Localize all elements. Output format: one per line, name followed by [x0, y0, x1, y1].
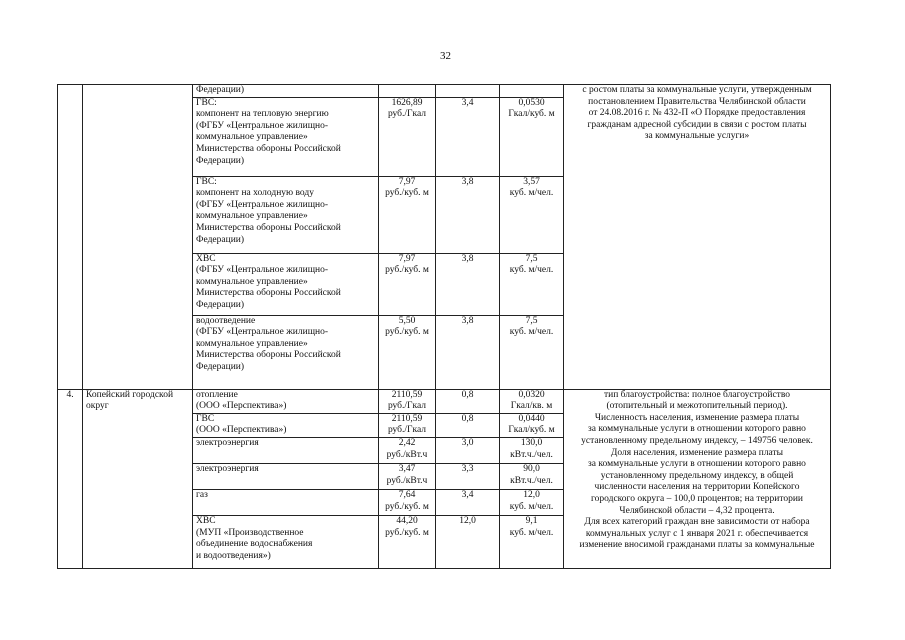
- service-cell: отопление (ООО «Перспектива»): [193, 389, 379, 413]
- service-cell: газ: [193, 489, 379, 515]
- tariff-cell: 44,20 руб./куб. м: [379, 515, 436, 568]
- factor-cell: [436, 85, 500, 98]
- tariff-cell: [379, 85, 436, 98]
- note-cell: тип благоустройства: полное благоустройство (отопительный и межотопительный период). Численность населения, изменение размера платы за коммунальные услуги в отношении которого равно установленному предельному индексу, – 149756 человек. Доля населения, изменение размера платы за коммунальные услуги в отношении которого равно установленному предельному индексу, в общей численности населения на территории Копейского городского округа – 100,0 процентов; на территории Челябинской области – 4,32 процента. Для всех категорий граждан вне зависимости от набора коммунальных услуг с 1 января 2021 г. обеспечивается изменение вносимой гражданами платы за коммунальные: [564, 389, 831, 568]
- factor-cell: 3,4: [436, 489, 500, 515]
- tariff-cell: 2,42 руб./кВт.ч: [379, 437, 436, 463]
- factor-cell: 3,4: [436, 97, 500, 176]
- norm-cell: 0,0440 Гкал/куб. м: [500, 413, 564, 437]
- tariff-cell: 2110,59 руб./Гкал: [379, 389, 436, 413]
- service-cell: Федерации): [193, 85, 379, 98]
- tariff-cell: 1626,89 руб./Гкал: [379, 97, 436, 176]
- factor-cell: 0,8: [436, 389, 500, 413]
- service-cell: ХВС (ФГБУ «Центральное жилищно- коммунальное управление» Министерства обороны Российской Федерации): [193, 253, 379, 315]
- norm-cell: 90,0 кВт.ч./чел.: [500, 463, 564, 489]
- table-row: [58, 389, 831, 413]
- service-cell: электроэнергия: [193, 463, 379, 489]
- service-cell: водоотведение (ФГБУ «Центральное жилищно- коммунальное управление» Министерства обороны Российской Федерации): [193, 315, 379, 389]
- factor-cell: 12,0: [436, 515, 500, 568]
- tariff-cell: 7,97 руб./куб. м: [379, 176, 436, 253]
- norm-cell: 12,0 куб. м/чел.: [500, 489, 564, 515]
- row-number-cell: 4.: [58, 389, 83, 568]
- tariff-cell: 5,50 руб./куб. м: [379, 315, 436, 389]
- service-cell: электроэнергия: [193, 437, 379, 463]
- norm-cell: 130,0 кВт.ч./чел.: [500, 437, 564, 463]
- table-row: [58, 85, 831, 98]
- tariff-cell: 7,97 руб./куб. м: [379, 253, 436, 315]
- factor-cell: 3,3: [436, 463, 500, 489]
- service-cell: ГВС: компонент на холодную воду (ФГБУ «Центральное жилищно- коммунальное управление» Министерства обороны Российской Федерации): [193, 176, 379, 253]
- service-cell: ГВС: компонент на тепловую энергию (ФГБУ «Центральное жилищно- коммунальное управление» Министерства обороны Российской Федерации): [193, 97, 379, 176]
- municipality-cell: [83, 85, 193, 390]
- municipality-cell: Копейский городской округ: [83, 389, 193, 568]
- note-cell: с ростом платы за коммунальные услуги, утвержденным постановлением Правительства Челябинской области от 24.08.2016 г. № 432-П «О Порядке предоставления гражданам адресной субсидии в связи с ростом платы за коммунальные услуги»: [564, 85, 831, 390]
- norm-cell: 0,0320 Гкал/кв. м: [500, 389, 564, 413]
- tariff-cell: 7,64 руб./куб. м: [379, 489, 436, 515]
- tariff-cell: 2110,59 руб./Гкал: [379, 413, 436, 437]
- factor-cell: 0,8: [436, 413, 500, 437]
- factor-cell: 3,0: [436, 437, 500, 463]
- row-number-cell: [58, 85, 83, 390]
- factor-cell: 3,8: [436, 176, 500, 253]
- tariff-table: [57, 84, 831, 569]
- factor-cell: 3,8: [436, 315, 500, 389]
- norm-cell: 7,5 куб. м/чел.: [500, 253, 564, 315]
- norm-cell: 9,1 куб. м/чел.: [500, 515, 564, 568]
- norm-cell: [500, 85, 564, 98]
- service-cell: ХВС (МУП «Производственное объединение водоснабжения и водоотведения»): [193, 515, 379, 568]
- factor-cell: 3,8: [436, 253, 500, 315]
- page-number: 32: [440, 50, 451, 62]
- norm-cell: 7,5 куб. м/чел.: [500, 315, 564, 389]
- tariff-cell: 3,47 руб./кВт.ч: [379, 463, 436, 489]
- service-cell: ГВС (ООО «Перспектива»): [193, 413, 379, 437]
- norm-cell: 3,57 куб. м/чел.: [500, 176, 564, 253]
- norm-cell: 0,0530 Гкал/куб. м: [500, 97, 564, 176]
